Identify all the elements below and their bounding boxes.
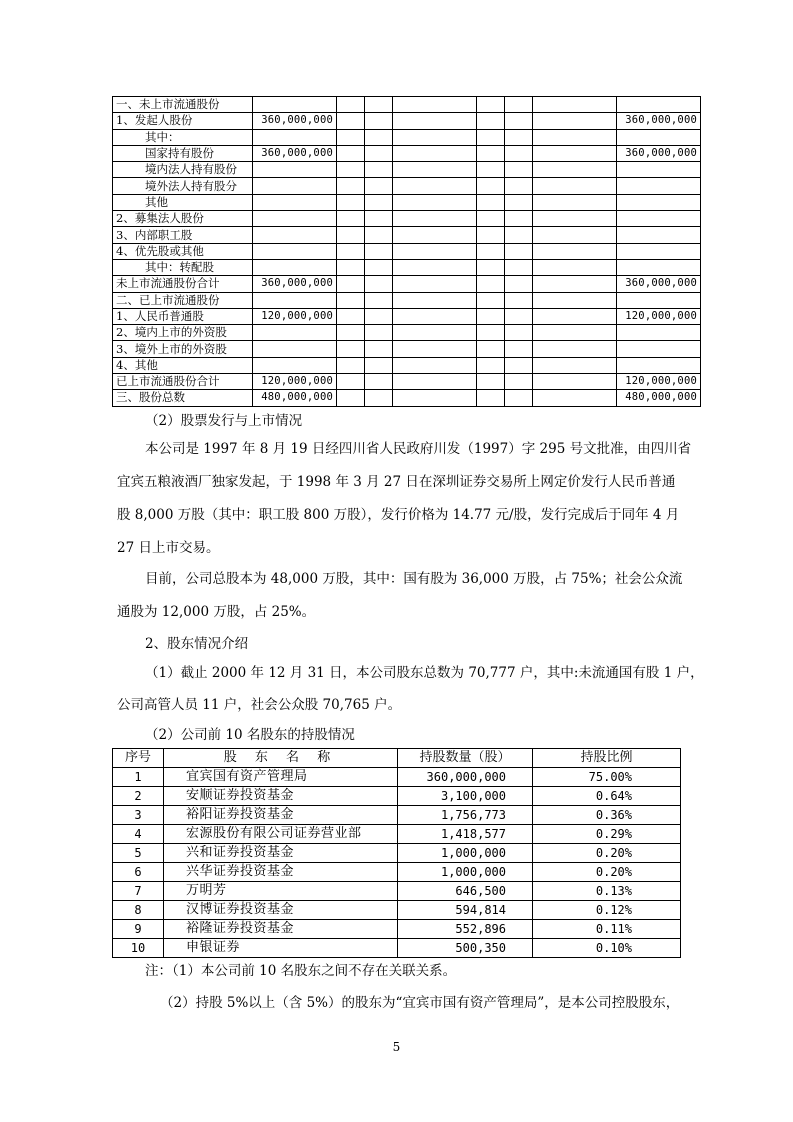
share-structure-table — [112, 96, 701, 407]
table-row — [113, 211, 701, 227]
empty-cell — [337, 145, 365, 161]
shareholder-pct: 0.13% — [533, 882, 681, 901]
shareholder-pct: 0.29% — [533, 825, 681, 844]
row-total — [617, 162, 701, 178]
row-value: 120,000,000 — [253, 374, 337, 390]
shareholder-no: 4 — [113, 825, 164, 844]
shareholder-qty: 594,814 — [398, 901, 533, 920]
empty-cell — [505, 113, 533, 129]
empty-cell — [477, 374, 505, 390]
paragraph-shareholders-line: 公司高管人员 11 户，社会公众股 70,765 户。 — [117, 697, 402, 713]
row-total — [617, 259, 701, 275]
table-row — [113, 227, 701, 243]
empty-cell — [365, 194, 393, 210]
table-row — [113, 129, 701, 145]
empty-cell — [477, 211, 505, 227]
shareholder-name: 万明芳 — [164, 882, 398, 901]
row-total — [617, 227, 701, 243]
table-row — [113, 341, 701, 357]
shareholder-qty: 1,756,773 — [398, 806, 533, 825]
empty-cell — [533, 194, 617, 210]
empty-cell — [337, 292, 365, 308]
shareholder-no: 3 — [113, 806, 164, 825]
shareholder-no: 8 — [113, 901, 164, 920]
row-label: 2、募集法人股份 — [113, 211, 253, 227]
empty-cell — [337, 227, 365, 243]
shareholder-pct: 0.12% — [533, 901, 681, 920]
empty-cell — [393, 325, 477, 341]
empty-cell — [337, 194, 365, 210]
empty-cell — [477, 243, 505, 259]
table-row — [113, 97, 701, 113]
header-no: 序号 — [113, 749, 164, 768]
row-value — [253, 259, 337, 275]
empty-cell — [533, 129, 617, 145]
empty-cell — [337, 129, 365, 145]
paragraph-issue-line: 27 日上市交易。 — [117, 540, 220, 556]
empty-cell — [533, 145, 617, 161]
empty-cell — [337, 357, 365, 373]
empty-cell — [533, 162, 617, 178]
empty-cell — [533, 357, 617, 373]
empty-cell — [393, 178, 477, 194]
shareholder-qty: 552,896 — [398, 920, 533, 939]
empty-cell — [505, 211, 533, 227]
empty-cell — [365, 243, 393, 259]
table-header-row — [113, 749, 681, 768]
shareholder-pct: 0.20% — [533, 844, 681, 863]
empty-cell — [365, 145, 393, 161]
top10-heading: （2）公司前 10 名股东的持股情况 — [145, 727, 355, 743]
empty-cell — [505, 390, 533, 406]
row-label: 1、人民币普通股 — [113, 308, 253, 324]
empty-cell — [533, 113, 617, 129]
empty-cell — [477, 162, 505, 178]
table-row — [113, 787, 681, 806]
row-total: 360,000,000 — [617, 113, 701, 129]
empty-cell — [533, 259, 617, 275]
header-qty: 持股数量（股） — [398, 749, 533, 768]
empty-cell — [393, 145, 477, 161]
shareholder-pct: 0.11% — [533, 920, 681, 939]
table-row — [113, 939, 681, 958]
table-row — [113, 882, 681, 901]
empty-cell — [533, 390, 617, 406]
empty-cell — [337, 341, 365, 357]
empty-cell — [505, 129, 533, 145]
paragraph-capital-line: 目前，公司总股本为 48,000 万股，其中：国有股为 36,000 万股，占 75%；社会公众流 — [145, 571, 683, 587]
empty-cell — [393, 97, 477, 113]
table-row — [113, 920, 681, 939]
section-heading-shareholders: 2、股东情况介绍 — [145, 636, 249, 652]
empty-cell — [477, 178, 505, 194]
table-row — [113, 276, 701, 292]
empty-cell — [365, 162, 393, 178]
row-total — [617, 341, 701, 357]
empty-cell — [477, 390, 505, 406]
empty-cell — [533, 374, 617, 390]
table-row — [113, 863, 681, 882]
row-value: 120,000,000 — [253, 308, 337, 324]
empty-cell — [393, 390, 477, 406]
empty-cell — [393, 276, 477, 292]
empty-cell — [477, 259, 505, 275]
empty-cell — [337, 390, 365, 406]
empty-cell — [477, 227, 505, 243]
row-value — [253, 243, 337, 259]
shareholder-qty: 360,000,000 — [398, 768, 533, 787]
row-value — [253, 97, 337, 113]
table-row — [113, 806, 681, 825]
table-row — [113, 325, 701, 341]
table-row — [113, 178, 701, 194]
row-label: 4、其他 — [113, 357, 253, 373]
paragraph-issue-line: 宜宾五粮液酒厂独家发起，于 1998 年 3 月 27 日在深圳证券交易所上网定价发行人民币普通 — [117, 474, 676, 490]
empty-cell — [477, 292, 505, 308]
empty-cell — [365, 325, 393, 341]
empty-cell — [477, 325, 505, 341]
shareholder-no: 1 — [113, 768, 164, 787]
empty-cell — [365, 97, 393, 113]
shareholder-pct: 75.00% — [533, 768, 681, 787]
table-row — [113, 357, 701, 373]
row-label: 其中：转配股 — [113, 259, 253, 275]
empty-cell — [533, 325, 617, 341]
row-label: 3、境外上市的外资股 — [113, 341, 253, 357]
header-pct: 持股比例 — [533, 749, 681, 768]
empty-cell — [533, 308, 617, 324]
row-value — [253, 194, 337, 210]
row-total — [617, 129, 701, 145]
row-value — [253, 162, 337, 178]
shareholder-qty: 646,500 — [398, 882, 533, 901]
row-value: 360,000,000 — [253, 145, 337, 161]
shareholder-qty: 3,100,000 — [398, 787, 533, 806]
shareholder-no: 7 — [113, 882, 164, 901]
empty-cell — [393, 374, 477, 390]
shareholder-no: 6 — [113, 863, 164, 882]
row-total: 120,000,000 — [617, 308, 701, 324]
empty-cell — [393, 243, 477, 259]
row-total — [617, 357, 701, 373]
empty-cell — [533, 341, 617, 357]
empty-cell — [365, 276, 393, 292]
note-2: （2）持股 5%以上（含 5%）的股东为“宜宾市国有资产管理局”，是本公司控股股东， — [160, 995, 680, 1011]
row-label: 4、优先股或其他 — [113, 243, 253, 259]
empty-cell — [393, 227, 477, 243]
shareholder-name: 裕隆证券投资基金 — [164, 920, 398, 939]
empty-cell — [337, 325, 365, 341]
empty-cell — [337, 276, 365, 292]
empty-cell — [365, 178, 393, 194]
table-row — [113, 901, 681, 920]
shareholder-qty: 500,350 — [398, 939, 533, 958]
paragraph-shareholders-line: （1）截止 2000 年 12 月 31 日，本公司股东总数为 70,777 户，其中:未流通国有股 1 户， — [145, 665, 704, 681]
row-label: 未上市流通股份合计 — [113, 276, 253, 292]
shareholder-name: 宜宾国有资产管理局 — [164, 768, 398, 787]
empty-cell — [505, 227, 533, 243]
empty-cell — [505, 97, 533, 113]
empty-cell — [477, 194, 505, 210]
empty-cell — [533, 227, 617, 243]
empty-cell — [505, 357, 533, 373]
row-label: 一、未上市流通股份 — [113, 97, 253, 113]
table-row — [113, 768, 681, 787]
empty-cell — [337, 162, 365, 178]
empty-cell — [365, 341, 393, 357]
empty-cell — [365, 227, 393, 243]
empty-cell — [505, 243, 533, 259]
empty-cell — [477, 97, 505, 113]
row-label: 国家持有股份 — [113, 145, 253, 161]
shareholder-name: 汉博证券投资基金 — [164, 901, 398, 920]
row-label: 其他 — [113, 194, 253, 210]
row-total — [617, 292, 701, 308]
row-value: 360,000,000 — [253, 113, 337, 129]
row-value — [253, 292, 337, 308]
empty-cell — [477, 276, 505, 292]
shareholder-name: 申银证券 — [164, 939, 398, 958]
shareholder-pct: 0.64% — [533, 787, 681, 806]
row-label: 1、发起人股份 — [113, 113, 253, 129]
empty-cell — [393, 341, 477, 357]
table-row — [113, 194, 701, 210]
shareholder-qty: 1,000,000 — [398, 863, 533, 882]
shareholder-name: 宏源股份有限公司证券营业部 — [164, 825, 398, 844]
empty-cell — [365, 211, 393, 227]
empty-cell — [393, 308, 477, 324]
empty-cell — [505, 276, 533, 292]
row-total — [617, 97, 701, 113]
page-number: 5 — [392, 1040, 401, 1054]
row-label: 3、内部职工股 — [113, 227, 253, 243]
table-row — [113, 145, 701, 161]
table-row — [113, 825, 681, 844]
empty-cell — [533, 211, 617, 227]
empty-cell — [337, 113, 365, 129]
shareholder-pct: 0.10% — [533, 939, 681, 958]
empty-cell — [505, 341, 533, 357]
empty-cell — [505, 145, 533, 161]
empty-cell — [337, 178, 365, 194]
shareholder-pct: 0.20% — [533, 863, 681, 882]
table-row — [113, 113, 701, 129]
empty-cell — [337, 97, 365, 113]
empty-cell — [477, 341, 505, 357]
top10-shareholders-table — [112, 748, 681, 958]
empty-cell — [505, 162, 533, 178]
shareholder-no: 2 — [113, 787, 164, 806]
empty-cell — [533, 292, 617, 308]
row-total — [617, 178, 701, 194]
empty-cell — [393, 162, 477, 178]
table-row — [113, 844, 681, 863]
note-1: 注：（1）本公司前 10 名股东之间不存在关联关系。 — [145, 963, 457, 979]
table-row — [113, 292, 701, 308]
empty-cell — [365, 308, 393, 324]
paragraph-capital-line: 通股为 12,000 万股，占 25%。 — [117, 604, 316, 620]
empty-cell — [337, 374, 365, 390]
shareholder-no: 5 — [113, 844, 164, 863]
row-total — [617, 211, 701, 227]
row-label: 三、股份总数 — [113, 390, 253, 406]
empty-cell — [477, 113, 505, 129]
empty-cell — [477, 129, 505, 145]
row-label: 2、境内上市的外资股 — [113, 325, 253, 341]
empty-cell — [365, 390, 393, 406]
row-total — [617, 243, 701, 259]
header-name: 股 东 名 称 — [164, 749, 398, 768]
empty-cell — [337, 308, 365, 324]
empty-cell — [505, 292, 533, 308]
row-value — [253, 129, 337, 145]
paragraph-issue-line: 本公司是 1997 年 8 月 19 日经四川省人民政府川发（1997）字 295 号文批准，由四川省 — [145, 441, 692, 457]
empty-cell — [365, 374, 393, 390]
row-value: 360,000,000 — [253, 276, 337, 292]
shareholder-name: 兴和证券投资基金 — [164, 844, 398, 863]
empty-cell — [393, 211, 477, 227]
table-row — [113, 308, 701, 324]
empty-cell — [337, 259, 365, 275]
table-row — [113, 243, 701, 259]
empty-cell — [365, 259, 393, 275]
row-value — [253, 341, 337, 357]
shareholder-pct: 0.36% — [533, 806, 681, 825]
row-label: 已上市流通股份合计 — [113, 374, 253, 390]
empty-cell — [505, 325, 533, 341]
empty-cell — [505, 178, 533, 194]
empty-cell — [505, 374, 533, 390]
shareholder-no: 9 — [113, 920, 164, 939]
empty-cell — [505, 308, 533, 324]
empty-cell — [533, 276, 617, 292]
empty-cell — [533, 97, 617, 113]
table-row — [113, 390, 701, 406]
shareholder-qty: 1,000,000 — [398, 844, 533, 863]
row-value — [253, 357, 337, 373]
empty-cell — [393, 194, 477, 210]
empty-cell — [477, 357, 505, 373]
empty-cell — [533, 243, 617, 259]
empty-cell — [337, 243, 365, 259]
row-total — [617, 194, 701, 210]
empty-cell — [393, 259, 477, 275]
shareholder-name: 兴华证券投资基金 — [164, 863, 398, 882]
empty-cell — [365, 357, 393, 373]
empty-cell — [505, 259, 533, 275]
empty-cell — [393, 129, 477, 145]
empty-cell — [337, 211, 365, 227]
empty-cell — [533, 178, 617, 194]
row-label: 二、已上市流通股份 — [113, 292, 253, 308]
shareholder-name: 裕阳证券投资基金 — [164, 806, 398, 825]
table-row — [113, 374, 701, 390]
empty-cell — [477, 145, 505, 161]
table-row — [113, 259, 701, 275]
row-value — [253, 325, 337, 341]
section-heading-issue: （2）股票发行与上市情况 — [145, 413, 303, 429]
empty-cell — [393, 113, 477, 129]
shareholder-no: 10 — [113, 939, 164, 958]
empty-cell — [365, 129, 393, 145]
row-value — [253, 227, 337, 243]
row-total: 120,000,000 — [617, 374, 701, 390]
table-row — [113, 162, 701, 178]
paragraph-issue-line: 股 8,000 万股（其中：职工股 800 万股），发行价格为 14.77 元/股，发行完成后于同年 4 月 — [117, 507, 680, 523]
row-value — [253, 178, 337, 194]
row-total: 360,000,000 — [617, 145, 701, 161]
empty-cell — [393, 357, 477, 373]
shareholder-name: 安顺证券投资基金 — [164, 787, 398, 806]
empty-cell — [393, 292, 477, 308]
row-label: 境内法人持有股份 — [113, 162, 253, 178]
empty-cell — [365, 292, 393, 308]
row-label: 其中： — [113, 129, 253, 145]
shareholder-qty: 1,418,577 — [398, 825, 533, 844]
row-total: 360,000,000 — [617, 276, 701, 292]
empty-cell — [477, 308, 505, 324]
row-value: 480,000,000 — [253, 390, 337, 406]
row-value — [253, 211, 337, 227]
empty-cell — [505, 194, 533, 210]
empty-cell — [365, 113, 393, 129]
row-total: 480,000,000 — [617, 390, 701, 406]
row-total — [617, 325, 701, 341]
row-label: 境外法人持有股分 — [113, 178, 253, 194]
